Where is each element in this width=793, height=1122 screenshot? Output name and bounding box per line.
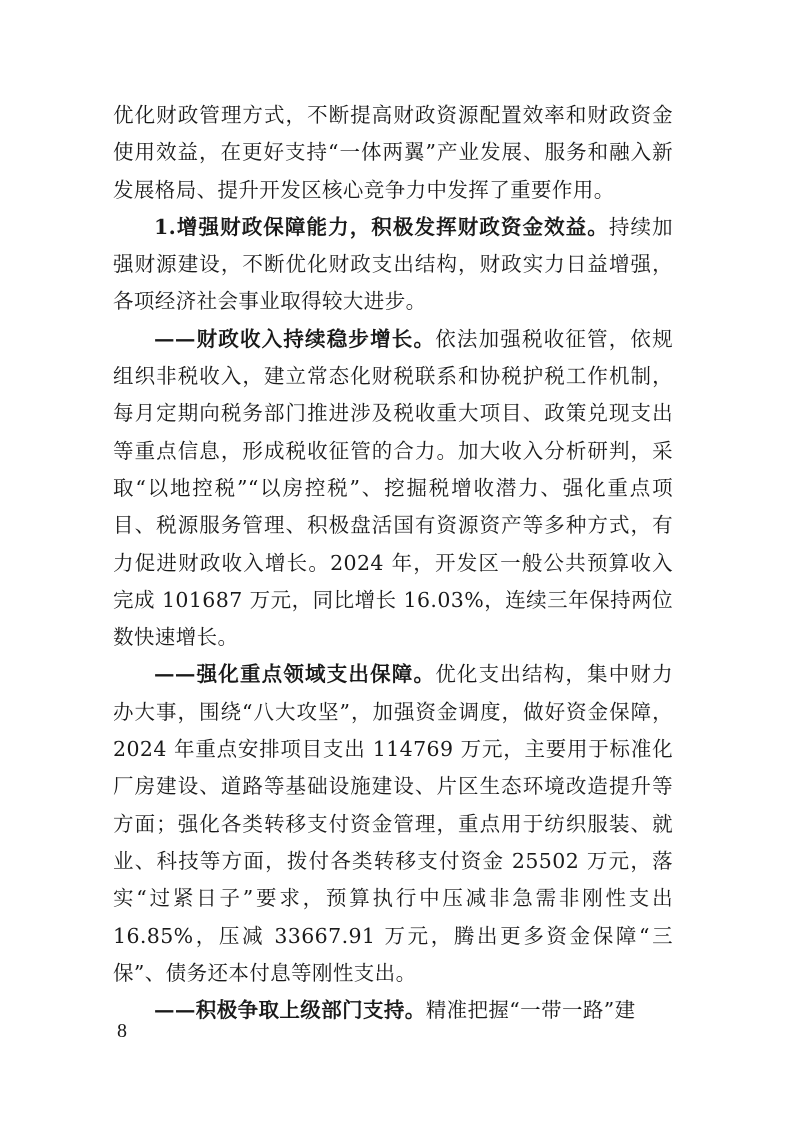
paragraph-5-heading: ——积极争取上级部门支持。 — [154, 998, 426, 1023]
document-body — [113, 97, 673, 1029]
paragraph-3 — [113, 321, 673, 657]
paragraph-1 — [113, 97, 673, 209]
paragraph-3-heading: ——财政收入持续稳步增长。 — [154, 326, 436, 351]
page-number: 8 — [117, 1020, 127, 1042]
paragraph-4 — [113, 656, 673, 992]
paragraph-3-text: 依法加强税收征管，依规组织非税收入，建立常态化财税联系和协税护税工作机制，每月定期向税务部门推进涉及税收重大项目、政策兑现支出等重点信息，形成税收征管的合力。加大收入分析研判，采取“以地控税”“以房控税”、挖掘税增收潜力、强化重点项目、税源服务管理、积极盘活国有资源资产等多种方式，有力促进财政收入增长。2024 年，开发区一般公共预算收入完成 101687 万元，同比增长 16.03%，连续三年保持两位数快速增长。 — [113, 326, 673, 650]
paragraph-2-text: 持续加强财源建设，不断优化财政支出结构，财政实力日益增强，各项经济社会事业取得较大进步。 — [113, 214, 674, 314]
paragraph-5-text: 精准把握“一带一路”建 — [425, 998, 636, 1023]
paragraph-4-heading: ——强化重点领域支出保障。 — [154, 662, 436, 687]
paragraph-2-heading: 1.增强财政保障能力，积极发挥财政资金效益。 — [154, 214, 609, 239]
paragraph-4-text: 优化支出结构，集中财力办大事，围绕“八大攻坚”，加强资金调度，做好资金保障，2024 年重点安排项目支出 114769 万元，主要用于标准化厂房建设、道路等基础设施建设、片区生态环境改造提升等方面；强化各类转移支付资金管理，重点用于纺织服装、就业、科技等方面，拨付各类转移支付资金 25502 万元，落实“过紧日子”要求，预算执行中压减非急需非刚性支出 16.85%，压减 33667.91 万元，腾出更多资金保障“三保”、债务还本付息等刚性支出。 — [113, 662, 673, 985]
paragraph-1-text: 优化财政管理方式，不断提高财政资源配置效率和财政资金使用效益，在更好支持“一体两翼”产业发展、服务和融入新发展格局、提升开发区核心竞争力中发挥了重要作用。 — [113, 103, 673, 202]
paragraph-5 — [113, 992, 673, 1029]
paragraph-2 — [113, 209, 673, 321]
